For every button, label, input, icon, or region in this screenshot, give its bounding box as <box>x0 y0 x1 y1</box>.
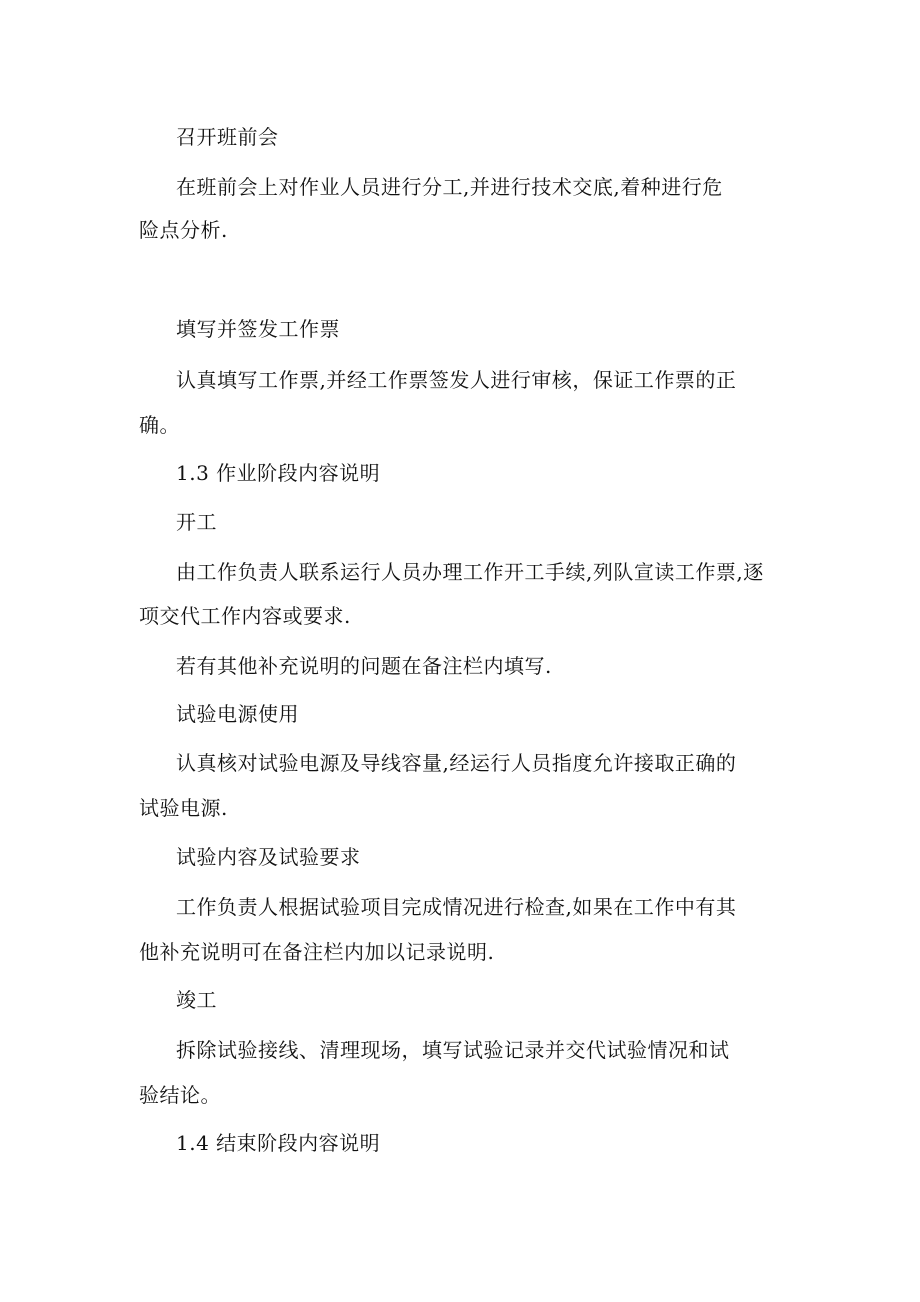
paragraph-line: 确。 <box>139 413 180 437</box>
paragraph-line: 认真填写工作票,并经工作票签发人进行审核，保证工作票的正 <box>176 368 737 392</box>
heading-work-ticket: 填写并签发工作票 <box>176 317 340 341</box>
paragraph-line: 险点分析. <box>139 218 228 242</box>
paragraph-line: 他补充说明可在备注栏内加以记录说明. <box>139 940 495 964</box>
heading-pre-shift-meeting: 召开班前会 <box>176 125 279 149</box>
heading-completion: 竣工 <box>176 988 217 1012</box>
paragraph-line: 试验电源. <box>139 796 228 820</box>
paragraph-line: 验结论。 <box>139 1083 221 1107</box>
heading-start-work: 开工 <box>176 510 217 534</box>
heading-test-power: 试验电源使用 <box>176 702 299 726</box>
paragraph-line: 在班前会上对作业人员进行分工,并进行技术交底,着种进行危 <box>176 175 723 199</box>
heading-test-content: 试验内容及试验要求 <box>176 845 361 869</box>
paragraph-line: 项交代工作内容或要求. <box>139 604 351 628</box>
paragraph-line: 认真核对试验电源及导线容量,经运行人员指度允许接取正确的 <box>176 751 737 775</box>
paragraph-line: 工作负责人根据试验项目完成情况进行检查,如果在工作中有其 <box>176 895 737 919</box>
section-heading-1-4: 1.4 结束阶段内容说明 <box>176 1131 381 1155</box>
section-heading-1-3: 1.3 作业阶段内容说明 <box>176 461 381 485</box>
paragraph-line: 若有其他补充说明的问题在备注栏内填写. <box>176 654 552 678</box>
paragraph-line: 拆除试验接线、清理现场，填写试验记录并交代试验情况和试 <box>176 1038 730 1062</box>
paragraph-line: 由工作负责人联系运行人员办理工作开工手续,列队宣读工作票,逐 <box>176 560 764 584</box>
